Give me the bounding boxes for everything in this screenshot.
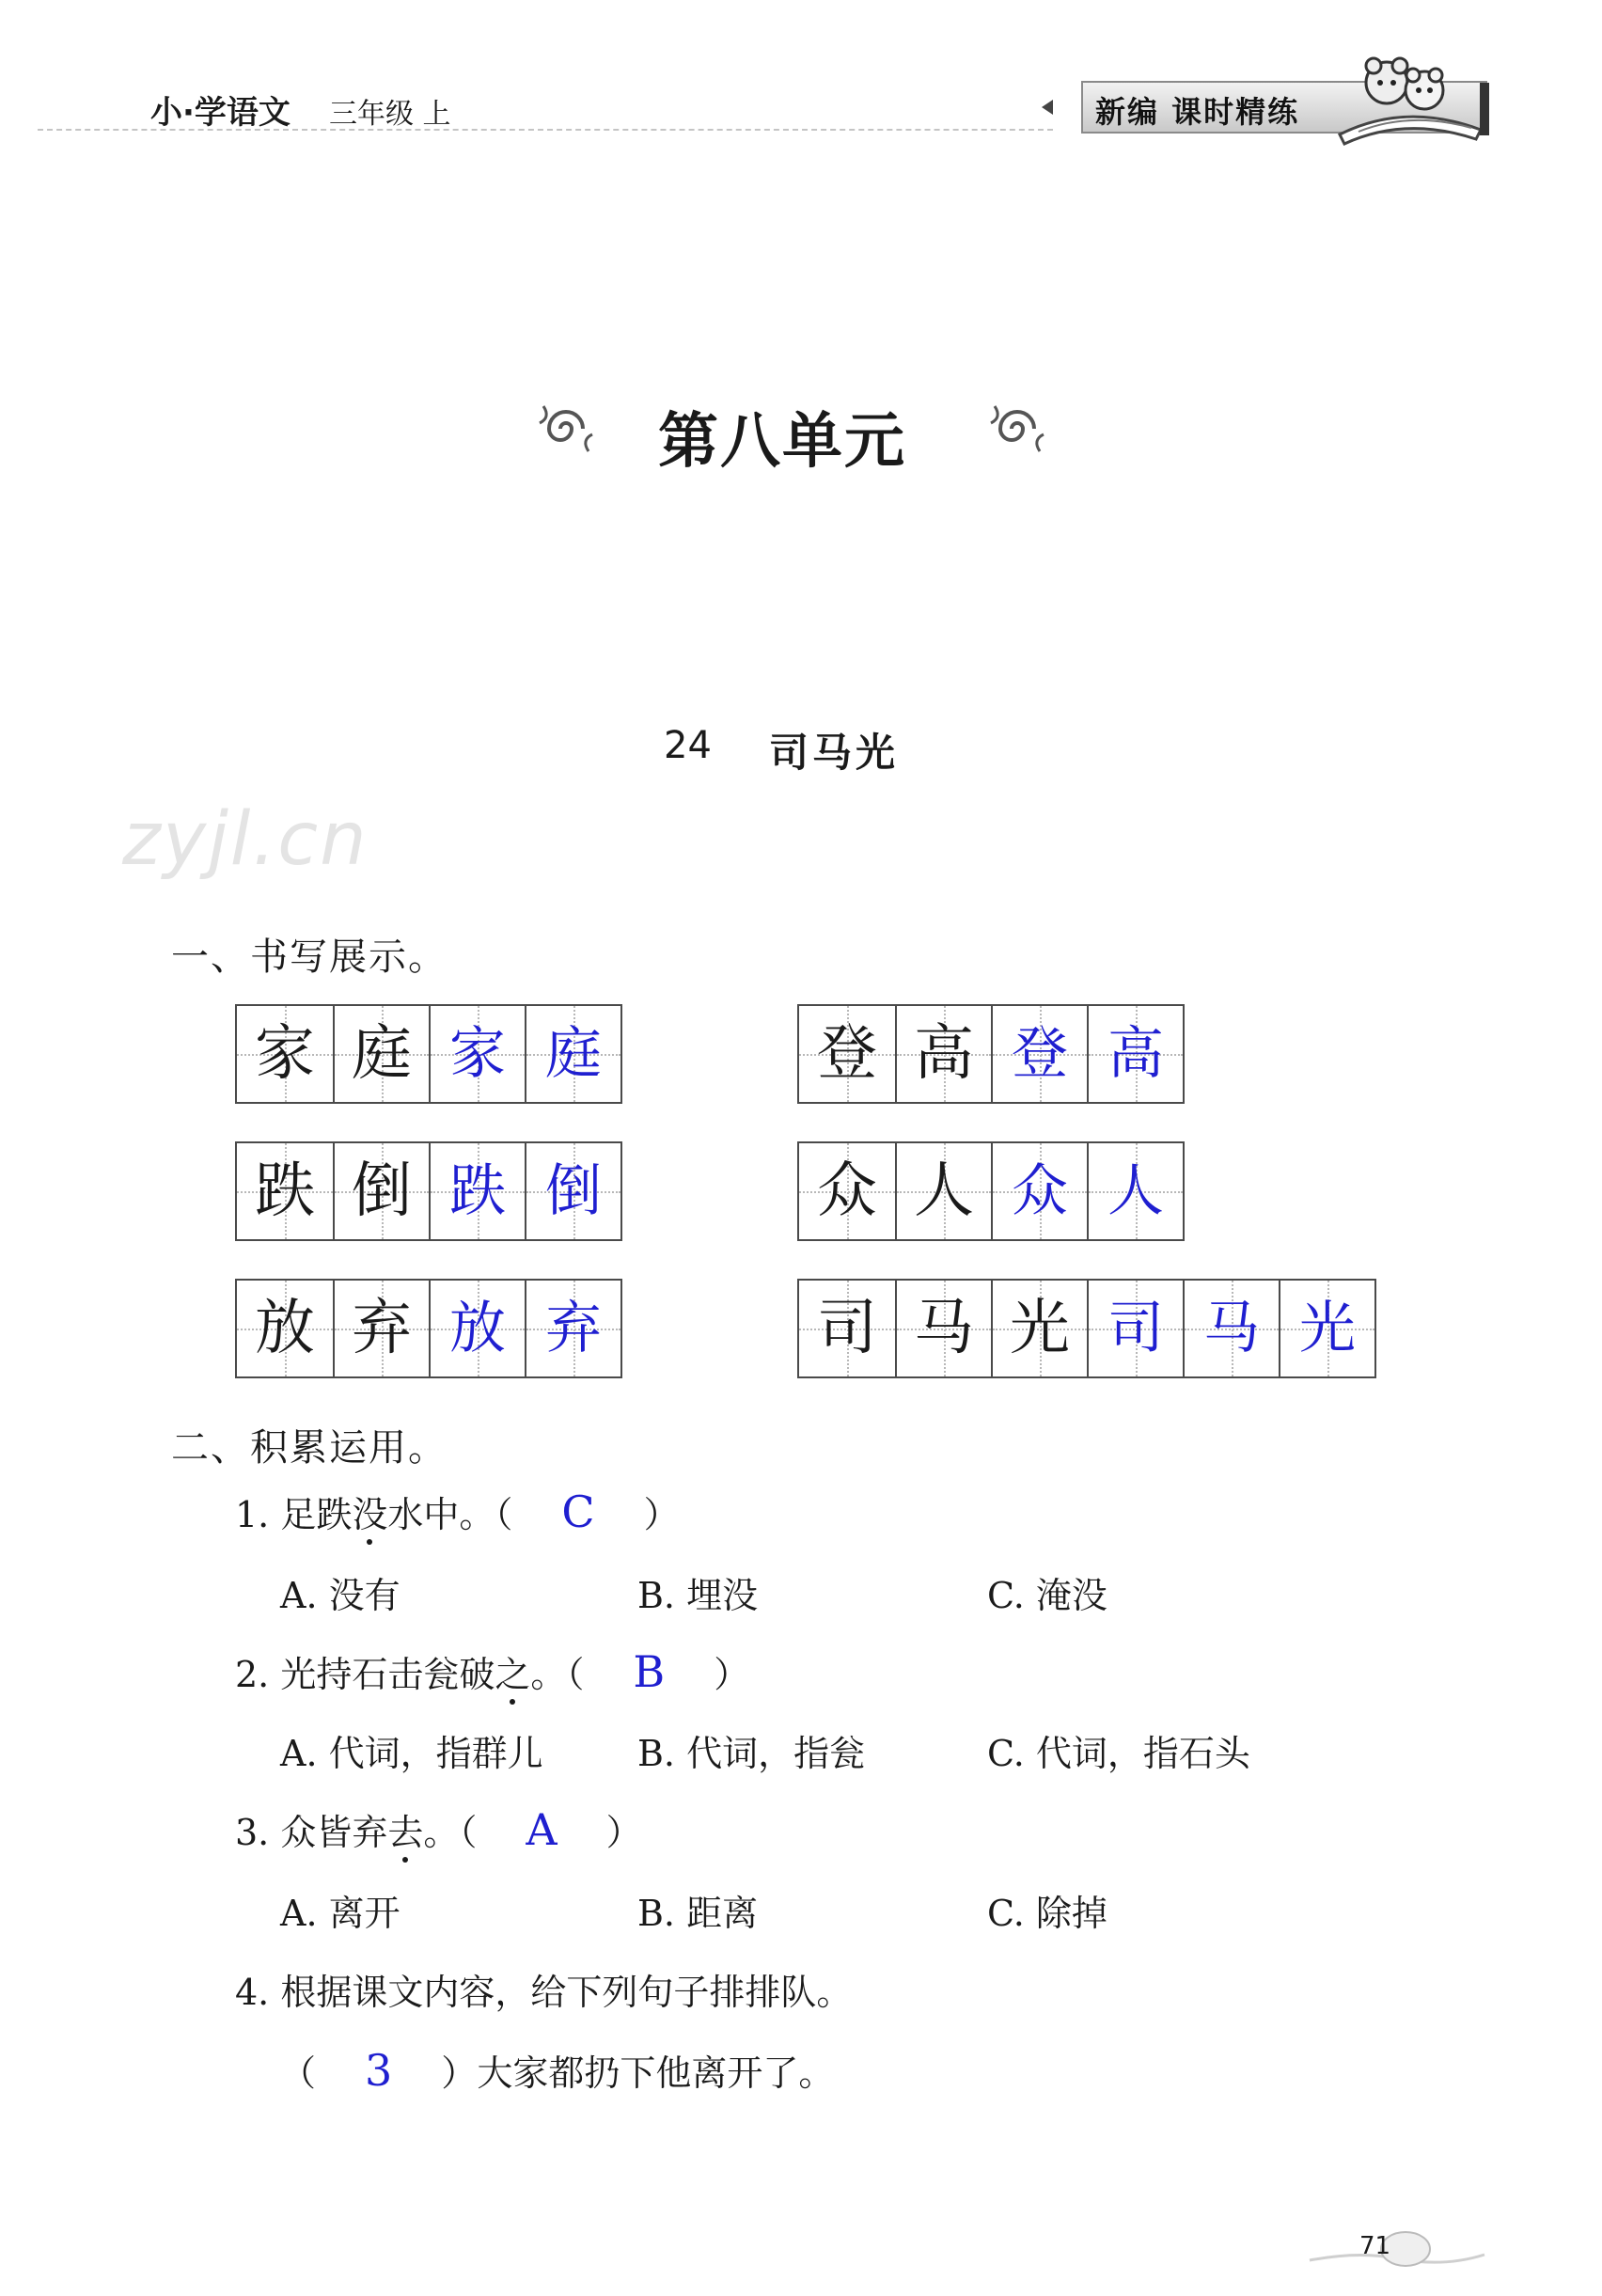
question-text: 3. 众皆弃 [235,1812,388,1853]
printed-char-cell: 登 [799,1006,895,1102]
close-paren: ） [605,1812,642,1853]
option-a: A. 离开 [280,1893,400,1934]
question-4: 4. 根据课文内容，给下列句子排排队。 [235,1972,853,2013]
answer-char-cell[interactable]: 高 [1087,1006,1183,1102]
writing-grid [797,1141,1185,1241]
answer-char-cell[interactable]: 倒 [525,1143,620,1239]
book-bears-icon [1321,45,1490,149]
emphasized-char: 去 [387,1803,423,1855]
section-heading-writing: 一、书写展示。 [171,936,448,979]
question-text: 。（ [530,1654,585,1695]
answer-blank[interactable]: B [633,1646,666,1697]
series-title: 新编 课时精练 [1095,94,1300,130]
question-text: 2. 光持石击瓮破 [235,1654,495,1695]
answer-char-cell[interactable]: 人 [1087,1143,1183,1239]
writing-grid [235,1141,622,1241]
book-subject: 小·学语文 [150,94,291,132]
printed-char-cell: 众 [799,1143,895,1239]
emphasized-char: 之 [495,1645,530,1697]
banner-end-bar [1480,83,1489,135]
grade-label: 三年级 上 [329,98,451,131]
printed-char-cell: 跌 [237,1143,333,1239]
answer-char-cell[interactable]: 庭 [525,1006,620,1102]
printed-char-cell: 马 [895,1281,991,1376]
answer-char-cell[interactable]: 马 [1183,1281,1279,1376]
answer-blank[interactable]: A [526,1804,558,1855]
lesson-number: 24 [664,724,712,767]
option-a: A. 代词，指群儿 [280,1733,543,1774]
printed-char-cell: 司 [799,1281,895,1376]
printed-char-cell: 人 [895,1143,991,1239]
swirl-ornament-icon [532,395,600,463]
page-number: 71 [1359,2232,1391,2260]
lesson-title: 司马光 [769,730,900,776]
swirl-ornament-icon [983,395,1051,463]
arrow-left-icon [1042,100,1053,115]
option-b: B. 埋没 [637,1575,759,1616]
printed-char-cell: 光 [991,1281,1087,1376]
printed-char-cell: 高 [895,1006,991,1102]
printed-char-cell: 倒 [333,1143,429,1239]
ordering-item-text: 大家都扔下他离开了。 [477,2052,835,2094]
question-text: 水中。（ [387,1494,513,1535]
answer-char-cell[interactable]: 家 [429,1006,525,1102]
page-number-ornament-icon [1302,2226,1490,2272]
answer-char-cell[interactable]: 众 [991,1143,1087,1239]
question-3-options [280,1884,1220,1934]
writing-grid [797,1279,1376,1378]
printed-char-cell: 家 [237,1006,333,1102]
printed-char-cell: 弃 [333,1281,429,1376]
writing-grid [235,1004,622,1104]
question-2 [235,1645,749,1697]
answer-char-cell[interactable]: 放 [429,1281,525,1376]
emphasized-char: 没 [352,1486,387,1537]
question-2-options [280,1724,1314,1774]
answer-char-cell[interactable]: 司 [1087,1281,1183,1376]
answer-char-cell[interactable]: 弃 [525,1281,620,1376]
writing-grid [235,1279,622,1378]
printed-char-cell: 放 [237,1281,333,1376]
answer-char-cell[interactable]: 光 [1279,1281,1374,1376]
section-heading-practice: 二、积累运用。 [171,1426,448,1470]
question-1 [235,1486,680,1537]
answer-blank[interactable]: C [561,1486,595,1537]
header-divider [38,129,1053,131]
answer-char-cell[interactable]: 跌 [429,1143,525,1239]
option-b: B. 代词，指瓮 [637,1733,866,1774]
watermark: zyjl.cn [122,797,369,882]
question-text: 。（ [423,1812,478,1853]
option-b: B. 距离 [637,1893,759,1934]
question-text: 1. 足跌 [235,1494,353,1535]
open-paren: （ [280,2052,317,2094]
question-1-options [280,1566,1220,1616]
printed-char-cell: 庭 [333,1006,429,1102]
close-paren: ） [714,1654,750,1695]
unit-title: 第八单元 [658,407,906,477]
close-paren: ） [643,1494,680,1535]
option-c: C. 淹没 [987,1575,1107,1616]
answer-char-cell[interactable]: 登 [991,1006,1087,1102]
close-paren: ） [441,2052,478,2094]
writing-grid [797,1004,1185,1104]
option-c: C. 代词，指石头 [987,1733,1250,1774]
option-a: A. 没有 [280,1575,400,1616]
question-3 [235,1803,642,1855]
order-answer-blank[interactable]: 3 [365,2045,393,2096]
option-c: C. 除掉 [987,1893,1107,1934]
ordering-item [280,2044,834,2096]
